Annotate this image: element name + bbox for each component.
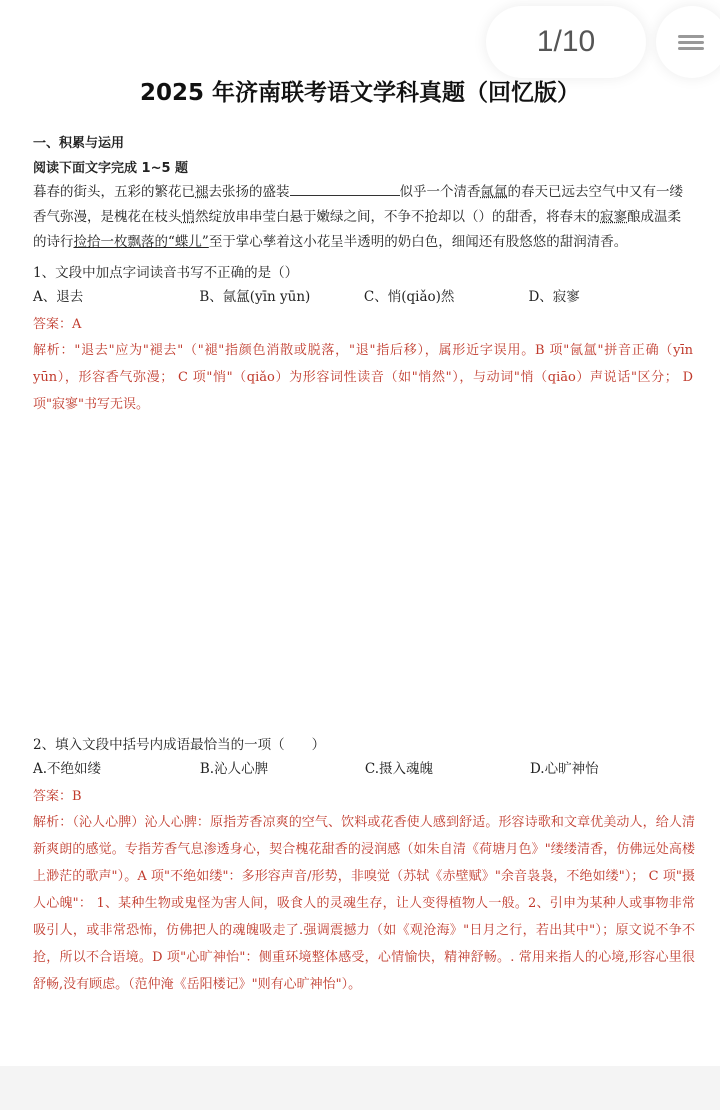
answer-1: 答案：A (33, 317, 82, 332)
underlined-phrase: 捡拾一枚飘落的“蝶儿” (73, 234, 209, 250)
section-1 (33, 132, 693, 418)
marked-word-tui: 褪 (195, 184, 209, 200)
hamburger-menu-icon (678, 32, 704, 53)
option-b: B.沁人心脾 (199, 761, 269, 777)
page-indicator (486, 6, 646, 78)
reading-passage (33, 180, 693, 255)
question-2-options (33, 757, 695, 781)
option-a: A、退去 (33, 289, 84, 305)
option-b: B、氤氲(yīn yūn) (199, 289, 311, 305)
question-2: 2、填入文段中括号内成语最恰当的一项（ ） (33, 737, 326, 753)
analysis-2: 解析：（沁人心脾）沁人心脾：原指芳香凉爽的空气、饮料或花香使人感到舒适。形容诗歌和文章优美动人，给人清新爽朗的感觉。专指芳香气息渗透身心，契合槐花甜香的浸润感（如朱自清《荷塘月色》"缕缕清香，仿佛远处高楼上渺茫的歌声"）。A 项"不绝如缕"：多形容声音/形势，非嗅觉（苏轼《赤壁赋》"余音袅袅，不绝如缕"）； C 项"摄人心魄"： 1、某种生物或鬼怪为害人间，吸食人的灵魂生存，让人变得植物人一般。2、引申为某种人或事物非常吸引人，或非常恐怖，仿佛把人的魂魄吸走了.强调震撼力（如《观沧海》"日月之行，若出其中"）；原文说不争不抢，所以不合语境。D 项"心旷神怡"：侧重环境整体感受，心情愉快，精神舒畅。. 常用来指人的心境,形容心里很舒畅,没有顾虑。（范仲淹《岳阳楼记》"则有心旷神怡"）。 (33, 815, 695, 992)
passage-text: 去张扬的盛装 (208, 184, 290, 200)
passage-text: 似乎一个清香 (399, 184, 481, 200)
section-heading: 一、积累与运用 (33, 136, 125, 151)
option-d: D.心旷神怡 (529, 761, 599, 777)
marked-word-jiliao: 寂寥 (600, 209, 627, 225)
page-number: 1/10 (536, 25, 596, 58)
question-1: 1、文段中加点字词读音书写不正确的是（） (33, 265, 299, 281)
fill-blank (290, 181, 400, 196)
passage-text: 至于掌心孳着这小花呈半透明的奶白色，细闻还有股悠悠的甜润清香。 (208, 234, 628, 250)
question-1-options (33, 285, 693, 309)
reading-instruction: 阅读下面文字完成 1~5 题 (33, 161, 189, 176)
page-bottom-divider (0, 1066, 720, 1110)
passage-text: 暮春的街头，五彩的繁花已 (33, 184, 195, 200)
passage-text: 然绽放串串莹白悬于嫩绿之间，不争不抢却以（）的甜香，将春末的 (195, 209, 600, 225)
menu-button[interactable] (656, 6, 720, 78)
option-c: C.摄入魂魄 (364, 761, 434, 777)
passage-text: 酿成温柔的诗行 (33, 209, 681, 250)
passage-text: 的春天已远去空气中又有一缕香气弥漫，是槐花在枝头 (33, 184, 683, 225)
option-a: A.不绝如缕 (33, 761, 102, 777)
question-2-block (33, 733, 695, 998)
marked-word-fenyun: 氤氲 (480, 184, 508, 200)
analysis-1: 解析："退去"应为"褪去"（"褪"指颜色消散或脱落，"退"指后移），属形近字误用。B 项"氤氲"拼音正确（yīn yūn），形容香气弥漫； C 项"悄"（qiǎo）为形容词性读音（如"悄然"），与动词"悄（qiāo）声说话"区分； D 项"寂寥"书写无误。 (33, 343, 693, 412)
marked-word-qiao: 悄 (181, 209, 195, 225)
option-d: D、寂寥 (528, 289, 580, 305)
document-title: 2025 年济南联考语文学科真题（回忆版） (139, 80, 581, 106)
answer-2: 答案：B (33, 789, 82, 804)
option-c: C、悄(qiǎo)然 (363, 289, 455, 305)
